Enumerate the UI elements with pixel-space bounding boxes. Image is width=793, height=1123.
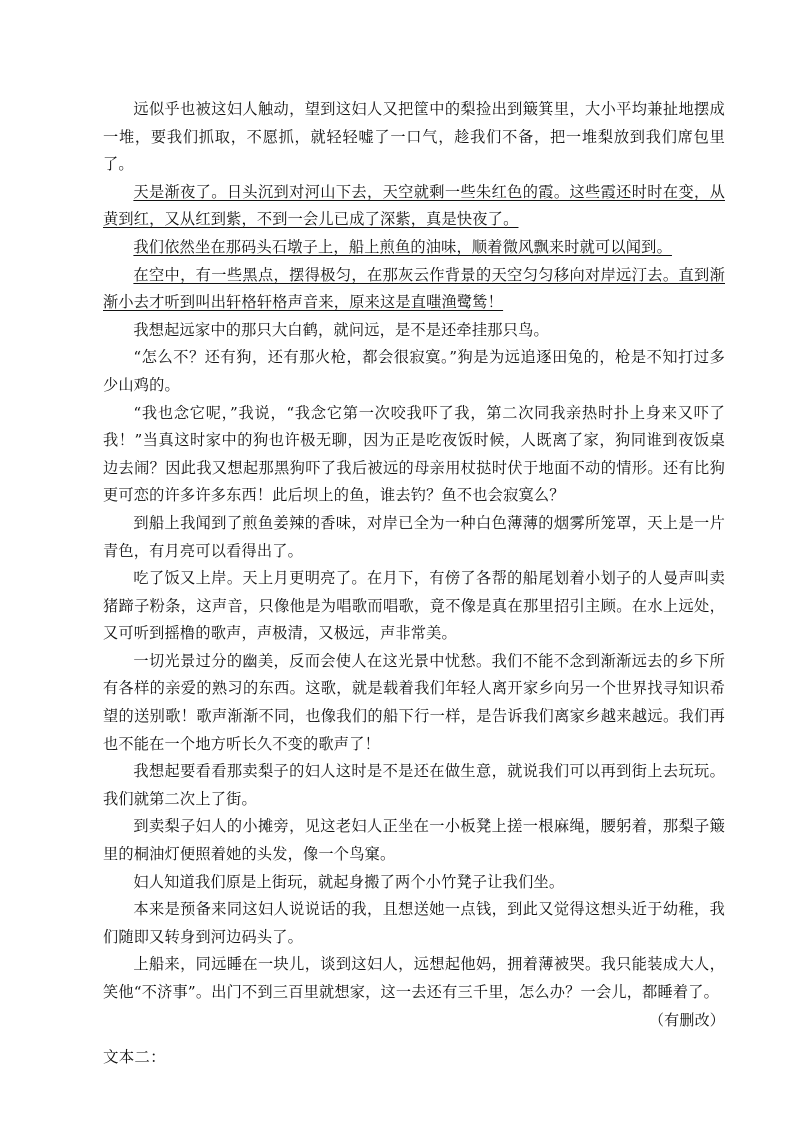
paragraph-13: 妇人知道我们原是上街玩，就起身搬了两个小竹凳子让我们坐。 xyxy=(133,872,565,891)
paragraph-15: 上船来，同远睡在一块儿，谈到这妇人，远想起他妈，拥着薄被哭。我只能装成大人，笑他“不济事”。出门不到三百里就想家，这一去还有三千里，怎么办？一会儿，都睡着了。 xyxy=(103,955,725,1001)
paragraph-8: 到船上我闻到了煎鱼姜辣的香味，对岸已全为一种白色薄薄的烟雾所笼罩，天上是一片青色，有月亮可以看得出了。 xyxy=(103,513,725,560)
section-label: 文本二： xyxy=(103,1048,166,1067)
paragraph-5: 我想起远家中的那只大白鹤，就问远，是不是还牵挂那只鸟。 xyxy=(133,320,549,339)
paragraph-7: “我也念它呢，”我说，“我念它第一次咬我吓了我，第二次同我亲热时扑上身来又吓了我！”当真这时家中的狗也许极无聊，因为正是吃夜饭时候，人既离了家，狗同谁到夜饭桌边去闹？因此我又想起那黑狗吓了我后被远的母亲用杖挞时伏于地面不动的情形。还有比狗更可恋的许多许多东西！此后坝上的鱼，谁去钓？鱼不也会寂寞么？ xyxy=(103,403,725,505)
paragraph-12: 到卖梨子妇人的小摊旁，见这老妇人正坐在一小板凳上搓一根麻绳，腰躬着，那梨子簸里的桐油灯便照着她的头发，像一个鸟窠。 xyxy=(103,817,725,864)
paragraph-6: “怎么不？还有狗，还有那火枪，都会很寂寞。”狗是为远追逐田兔的，枪是不知打过多少山鸡的。 xyxy=(103,348,725,394)
paragraph-14: 本来是预备来同这妇人说说话的我，且想送她一点钱，到此又觉得这想头近于幼稚，我们随即又转身到河边码头了。 xyxy=(103,900,725,946)
paragraph-9: 吃了饭又上岸。天上月更明亮了。在月下，有傍了各帮的船尾划着小划子的人曼声叫卖猪蹄子粉条，这声音，只像他是为唱歌而唱歌，竟不像是真在那里招引主顾。在水上远处，又可听到摇橹的歌声，声极清，又极远，声非常美。 xyxy=(103,569,725,643)
source-note: （有删改） xyxy=(648,1010,725,1029)
paragraph-3-underlined: 我们依然坐在那码头石墩子上，船上煎鱼的油味，顺着微风飘来时就可以闻到。 xyxy=(133,237,672,256)
paragraph-2-underlined: 天是渐夜了。日头沉到对河山下去，天空就剩一些朱红色的霞。这些霞还时时在变，从黄到红，又从红到紫，不到一会儿已成了深紫，真是快夜了。 xyxy=(103,182,725,229)
paragraph-11: 我想起要看看那卖梨子的妇人这时是不是还在做生意，就说我们可以再到街上去玩玩。我们就第二次上了街。 xyxy=(103,762,725,808)
paragraph-10: 一切光景过分的幽美，反而会使人在这光景中忧愁。我们不能不念到渐渐远去的乡下所有各样的亲爱的熟习的东西。这歌，就是载着我们年轻人离开家乡向另一个世界找寻知识希望的送别歌！歌声渐渐不同，也像我们的船下行一样，是告诉我们离家乡越来越远。我们再也不能在一个地方听长久不变的歌声了！ xyxy=(103,651,725,753)
paragraph-1: 远似乎也被这妇人触动，望到这妇人又把筐中的梨捡出到簸箕里，大小平均兼扯地摆成一堆，要我们抓取，不愿抓，就轻轻嘘了一口气，趁我们不备，把一堆梨放到我们席包里了。 xyxy=(103,100,725,174)
paragraph-4-underlined: 在空中，有一些黑点，摆得极匀，在那灰云作背景的天空匀匀移向对岸远汀去。直到渐渐小去才听到叫出轩格轩格声音来，原来这是直嗤渔鹭鸶！ xyxy=(103,265,725,312)
article-body xyxy=(103,96,725,1072)
